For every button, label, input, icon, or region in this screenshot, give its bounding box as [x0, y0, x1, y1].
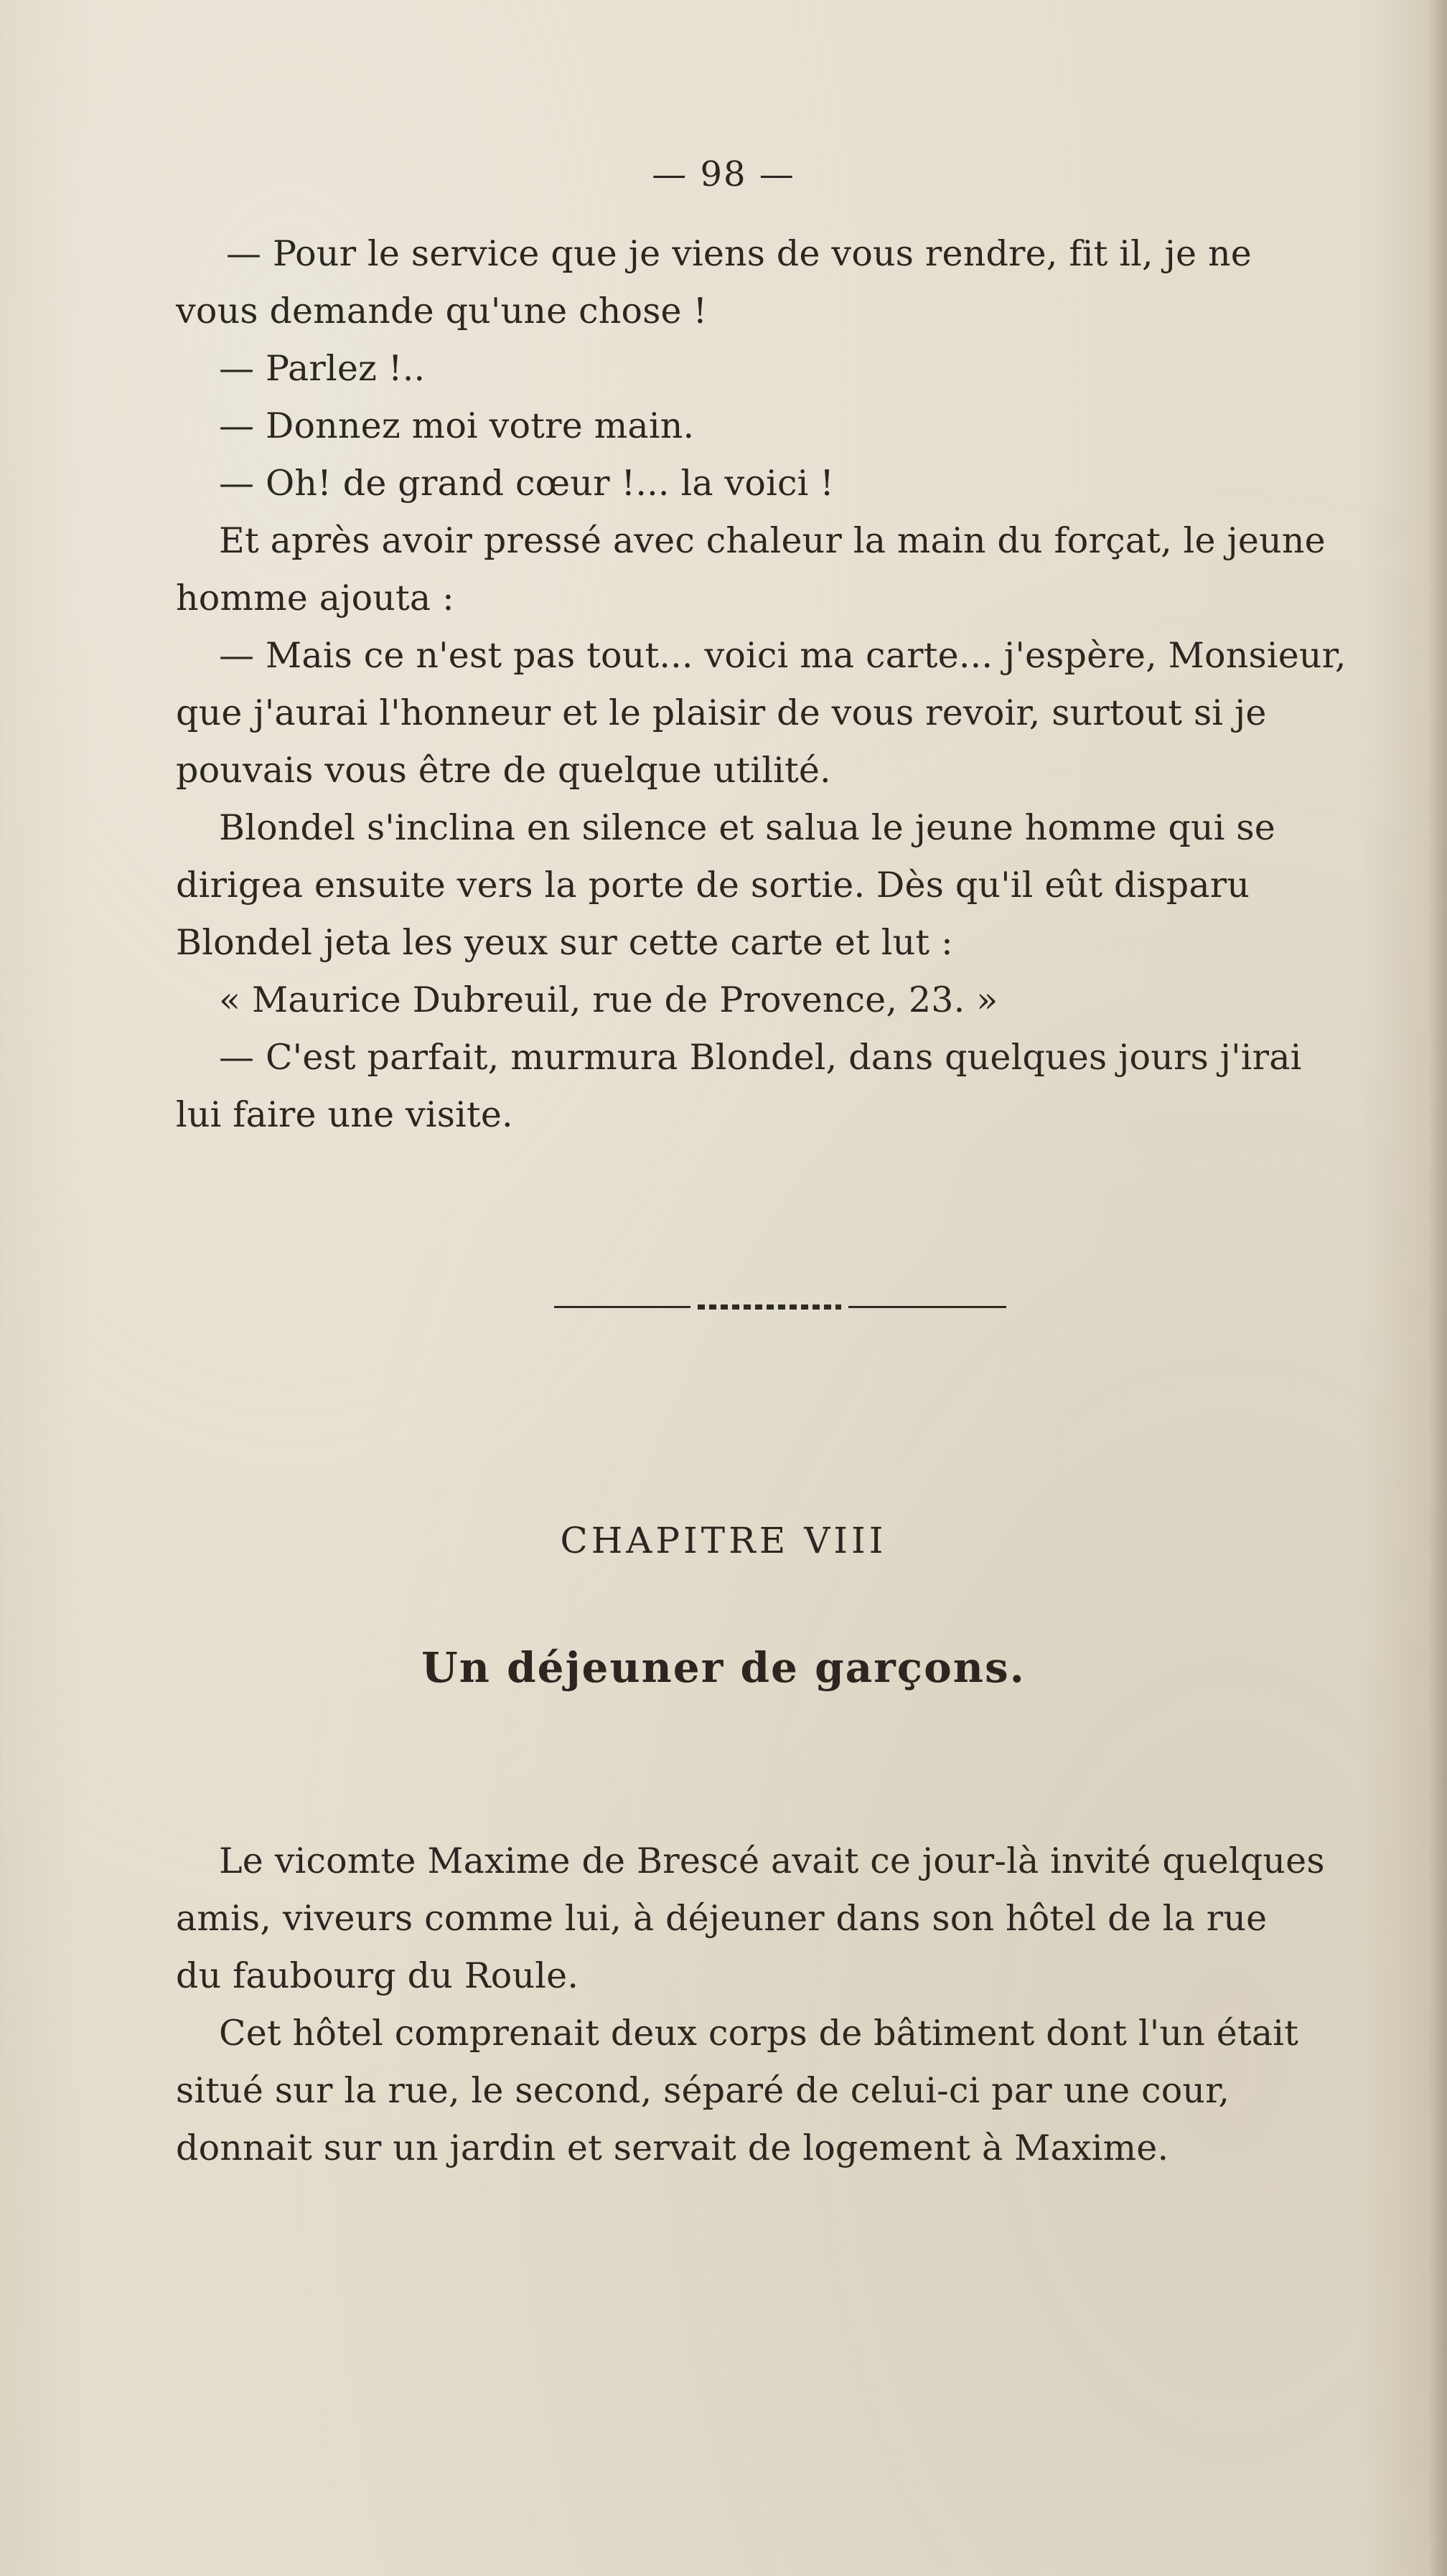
text-line: homme ajouta : — [176, 578, 454, 619]
divider-left-rule — [554, 1306, 690, 1308]
text-line: lui faire une visite. — [176, 1094, 513, 1135]
text-line: Blondel jeta les yeux sur cette carte et lut : — [176, 922, 953, 963]
section-divider — [554, 1305, 1006, 1309]
text-line: — Mais ce n'est pas tout... voici ma carte... j'espère, Monsieur, — [219, 635, 1347, 676]
text-line: Le vicomte Maxime de Brescé avait ce jour-là invité quelques — [219, 1841, 1325, 1881]
text-line: Blondel s'inclina en silence et salua le jeune homme qui se — [219, 807, 1275, 848]
text-line: — Donnez moi votre main. — [219, 405, 695, 446]
text-line: donnait sur un jardin et servait de logement à Maxime. — [176, 2128, 1169, 2168]
text-line: du faubourg du Roule. — [176, 1955, 579, 1996]
text-line: que j'aurai l'honneur et le plaisir de vous revoir, surtout si je — [176, 692, 1267, 733]
text-line: dirigea ensuite vers la porte de sortie. Dès qu'il eût disparu — [176, 865, 1250, 906]
divider-ornament — [698, 1305, 841, 1310]
chapter-title: Un déjeuner de garçons. — [421, 1643, 1026, 1692]
text-line: situé sur la rue, le second, séparé de celui-ci par une cour, — [176, 2070, 1230, 2111]
text-line: Cet hôtel comprenait deux corps de bâtiment dont l'un était — [219, 2013, 1299, 2054]
text-line: — Parlez !.. — [219, 348, 426, 389]
text-line: — Oh! de grand cœur !... la voici ! — [219, 463, 835, 504]
chapter-number: CHAPITRE VIII — [560, 1520, 887, 1561]
text-line: — Pour le service que je viens de vous rendre, fit il, je ne — [226, 233, 1252, 274]
text-line: — C'est parfait, murmura Blondel, dans quelques jours j'irai — [219, 1037, 1302, 1078]
divider-right-rule — [848, 1306, 1006, 1308]
text-line: « Maurice Dubreuil, rue de Provence, 23. » — [219, 979, 998, 1020]
text-line: vous demande qu'une chose ! — [176, 291, 708, 332]
text-line: Et après avoir pressé avec chaleur la main du forçat, le jeune — [219, 520, 1326, 561]
text-line: pouvais vous être de quelque utilité. — [176, 750, 831, 791]
page-number: — 98 — — [652, 154, 795, 194]
text-line: amis, viveurs comme lui, à déjeuner dans son hôtel de la rue — [176, 1898, 1268, 1939]
page-edge-shadow — [1428, 0, 1447, 2576]
